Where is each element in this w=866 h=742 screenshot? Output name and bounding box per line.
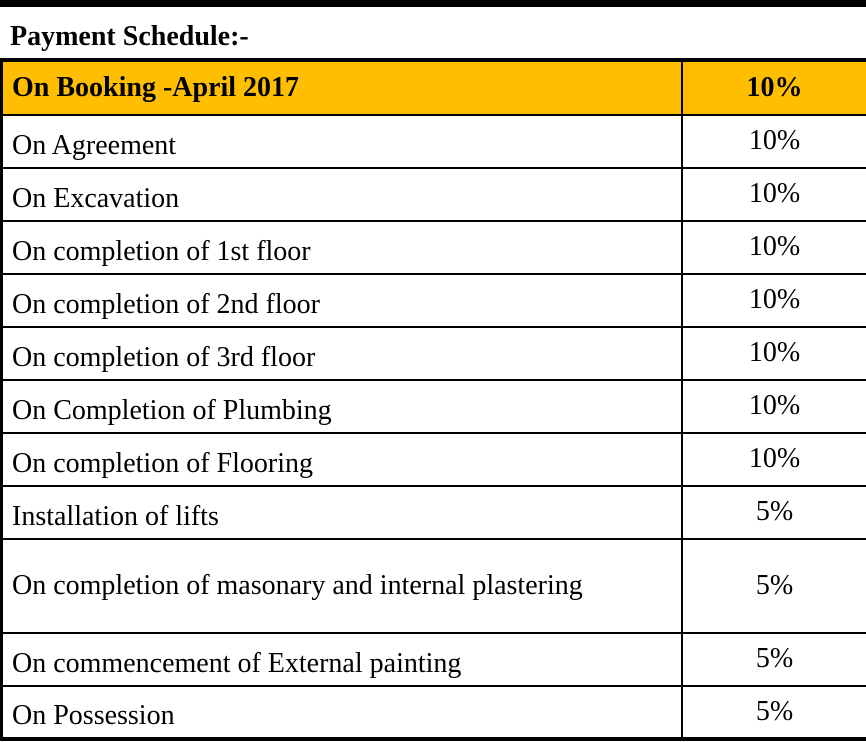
table-row-highlighted: [2, 61, 866, 115]
row-label: On completion of 3rd floor: [2, 327, 682, 380]
row-label: On commencement of External painting: [2, 633, 682, 686]
table-row: [2, 274, 866, 327]
row-value: 5%: [682, 686, 866, 739]
table-row: [2, 686, 866, 739]
row-label: On completion of 2nd floor: [2, 274, 682, 327]
row-label: On completion of Flooring: [2, 433, 682, 486]
row-value: 10%: [682, 61, 866, 115]
row-value: 5%: [682, 486, 866, 539]
table-row: [2, 486, 866, 539]
table-row: [2, 380, 866, 433]
row-value: 10%: [682, 274, 866, 327]
row-value: 5%: [682, 539, 866, 633]
row-label: On Completion of Plumbing: [2, 380, 682, 433]
row-label: Installation of lifts: [2, 486, 682, 539]
top-border: [0, 0, 866, 7]
table-row: [2, 221, 866, 274]
row-label: On Excavation: [2, 168, 682, 221]
row-label: On Agreement: [2, 115, 682, 168]
table-row: [2, 433, 866, 486]
table-row: [2, 633, 866, 686]
table-row: [2, 327, 866, 380]
row-value: 10%: [682, 433, 866, 486]
row-value: 10%: [682, 327, 866, 380]
table-row: [2, 115, 866, 168]
row-label: On Possession: [2, 686, 682, 739]
row-value: 10%: [682, 221, 866, 274]
table-row: [2, 539, 866, 633]
payment-schedule-table: [0, 60, 866, 741]
row-value: 10%: [682, 380, 866, 433]
row-value: 10%: [682, 168, 866, 221]
table-row: [2, 168, 866, 221]
page-title: Payment Schedule:-: [10, 21, 249, 52]
row-label: On completion of masonary and internal plastering: [2, 539, 682, 633]
row-value: 5%: [682, 633, 866, 686]
row-label: On completion of 1st floor: [2, 221, 682, 274]
row-label: On Booking -April 2017: [2, 61, 682, 115]
title-row: [0, 7, 866, 60]
row-value: 10%: [682, 115, 866, 168]
